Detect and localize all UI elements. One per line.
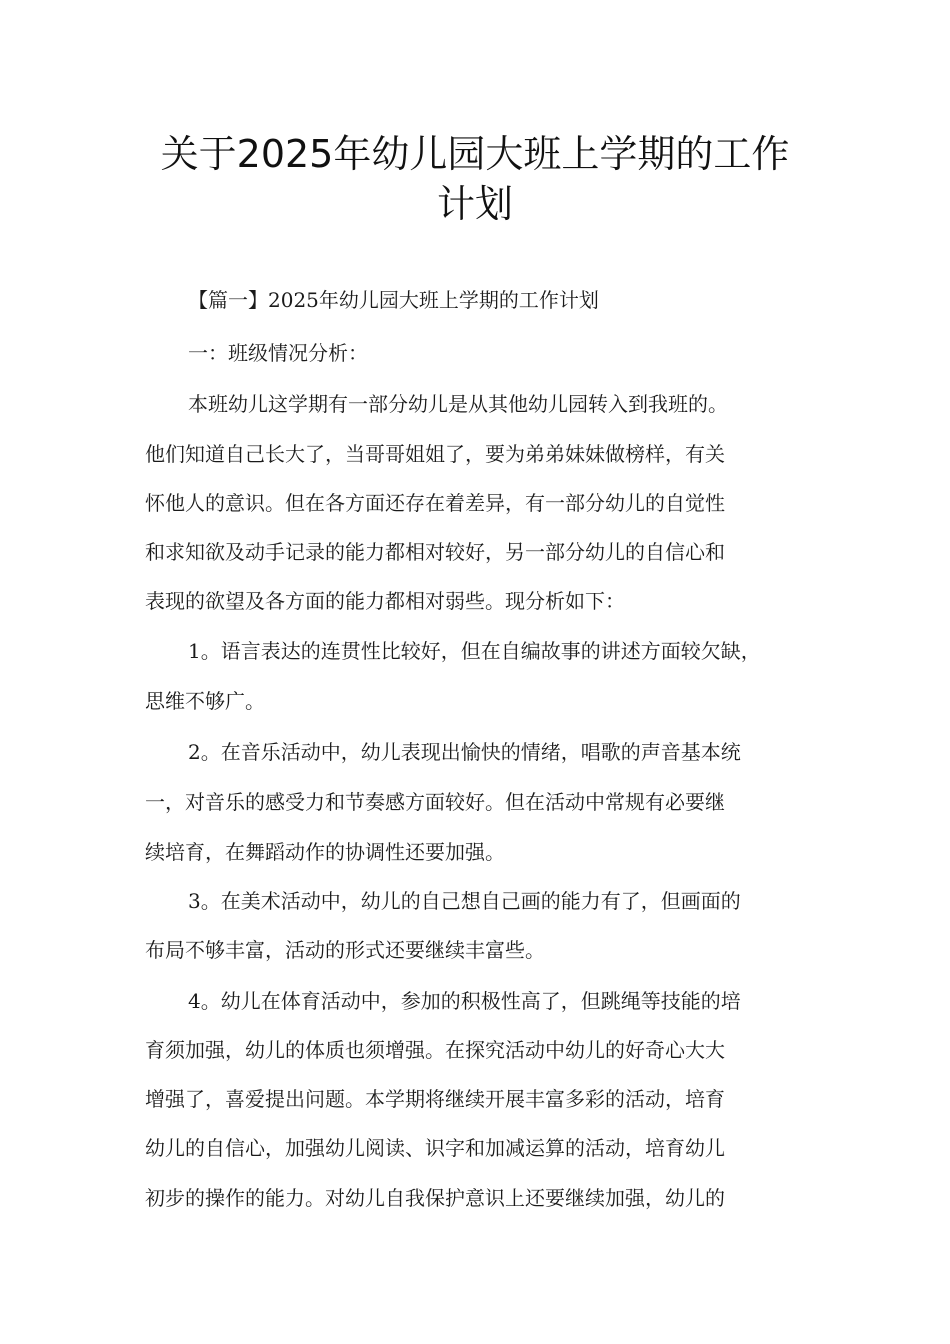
paragraph-line: 一，对音乐的感受力和节奏感方面较好。但在活动中常规有必要继 [145,790,725,814]
paragraph-line: 怀他人的意识。但在各方面还存在着差异，有一部分幼儿的自觉性 [145,491,725,515]
document-title-line-1: 关于2025年幼儿园大班上学期的工作 [160,132,790,176]
paragraph-line: 育须加强，幼儿的体质也须增强。在探究活动中幼儿的好奇心大大 [145,1038,725,1062]
section-heading: 【篇一】2025年幼儿园大班上学期的工作计划 [188,288,599,312]
paragraph-line: 和求知欲及动手记录的能力都相对较好，另一部分幼儿的自信心和 [145,540,725,564]
paragraph-line: 增强了，喜爱提出问题。本学期将继续开展丰富多彩的活动，培育 [145,1087,725,1111]
document-title-line-2: 计划 [436,182,513,226]
paragraph-line: 2。在音乐活动中，幼儿表现出愉快的情绪，唱歌的声音基本统 [188,740,741,764]
paragraph-line: 4。幼儿在体育活动中，参加的积极性高了，但跳绳等技能的培 [188,989,741,1013]
paragraph-line: 思维不够广。 [145,689,265,713]
paragraph-line: 布局不够丰富，活动的形式还要继续丰富些。 [145,938,545,962]
paragraph-line: 初步的操作的能力。对幼儿自我保护意识上还要继续加强，幼儿的 [145,1186,725,1210]
paragraph-line: 幼儿的自信心，加强幼儿阅读、识字和加减运算的活动，培育幼儿 [145,1136,725,1160]
paragraph-line: 表现的欲望及各方面的能力都相对弱些。现分析如下： [145,589,625,613]
paragraph-line: 他们知道自己长大了，当哥哥姐姐了，要为弟弟妹妹做榜样，有关 [145,442,725,466]
paragraph-line: 1。语言表达的连贯性比较好，但在自编故事的讲述方面较欠缺， [188,639,761,663]
paragraph-line: 本班幼儿这学期有一部分幼儿是从其他幼儿园转入到我班的。 [188,392,728,416]
paragraph-line: 续培育，在舞蹈动作的协调性还要加强。 [145,840,505,864]
paragraph-line: 3。在美术活动中，幼儿的自己想自己画的能力有了，但画面的 [188,889,741,913]
subsection-heading: 一：班级情况分析： [188,341,368,365]
